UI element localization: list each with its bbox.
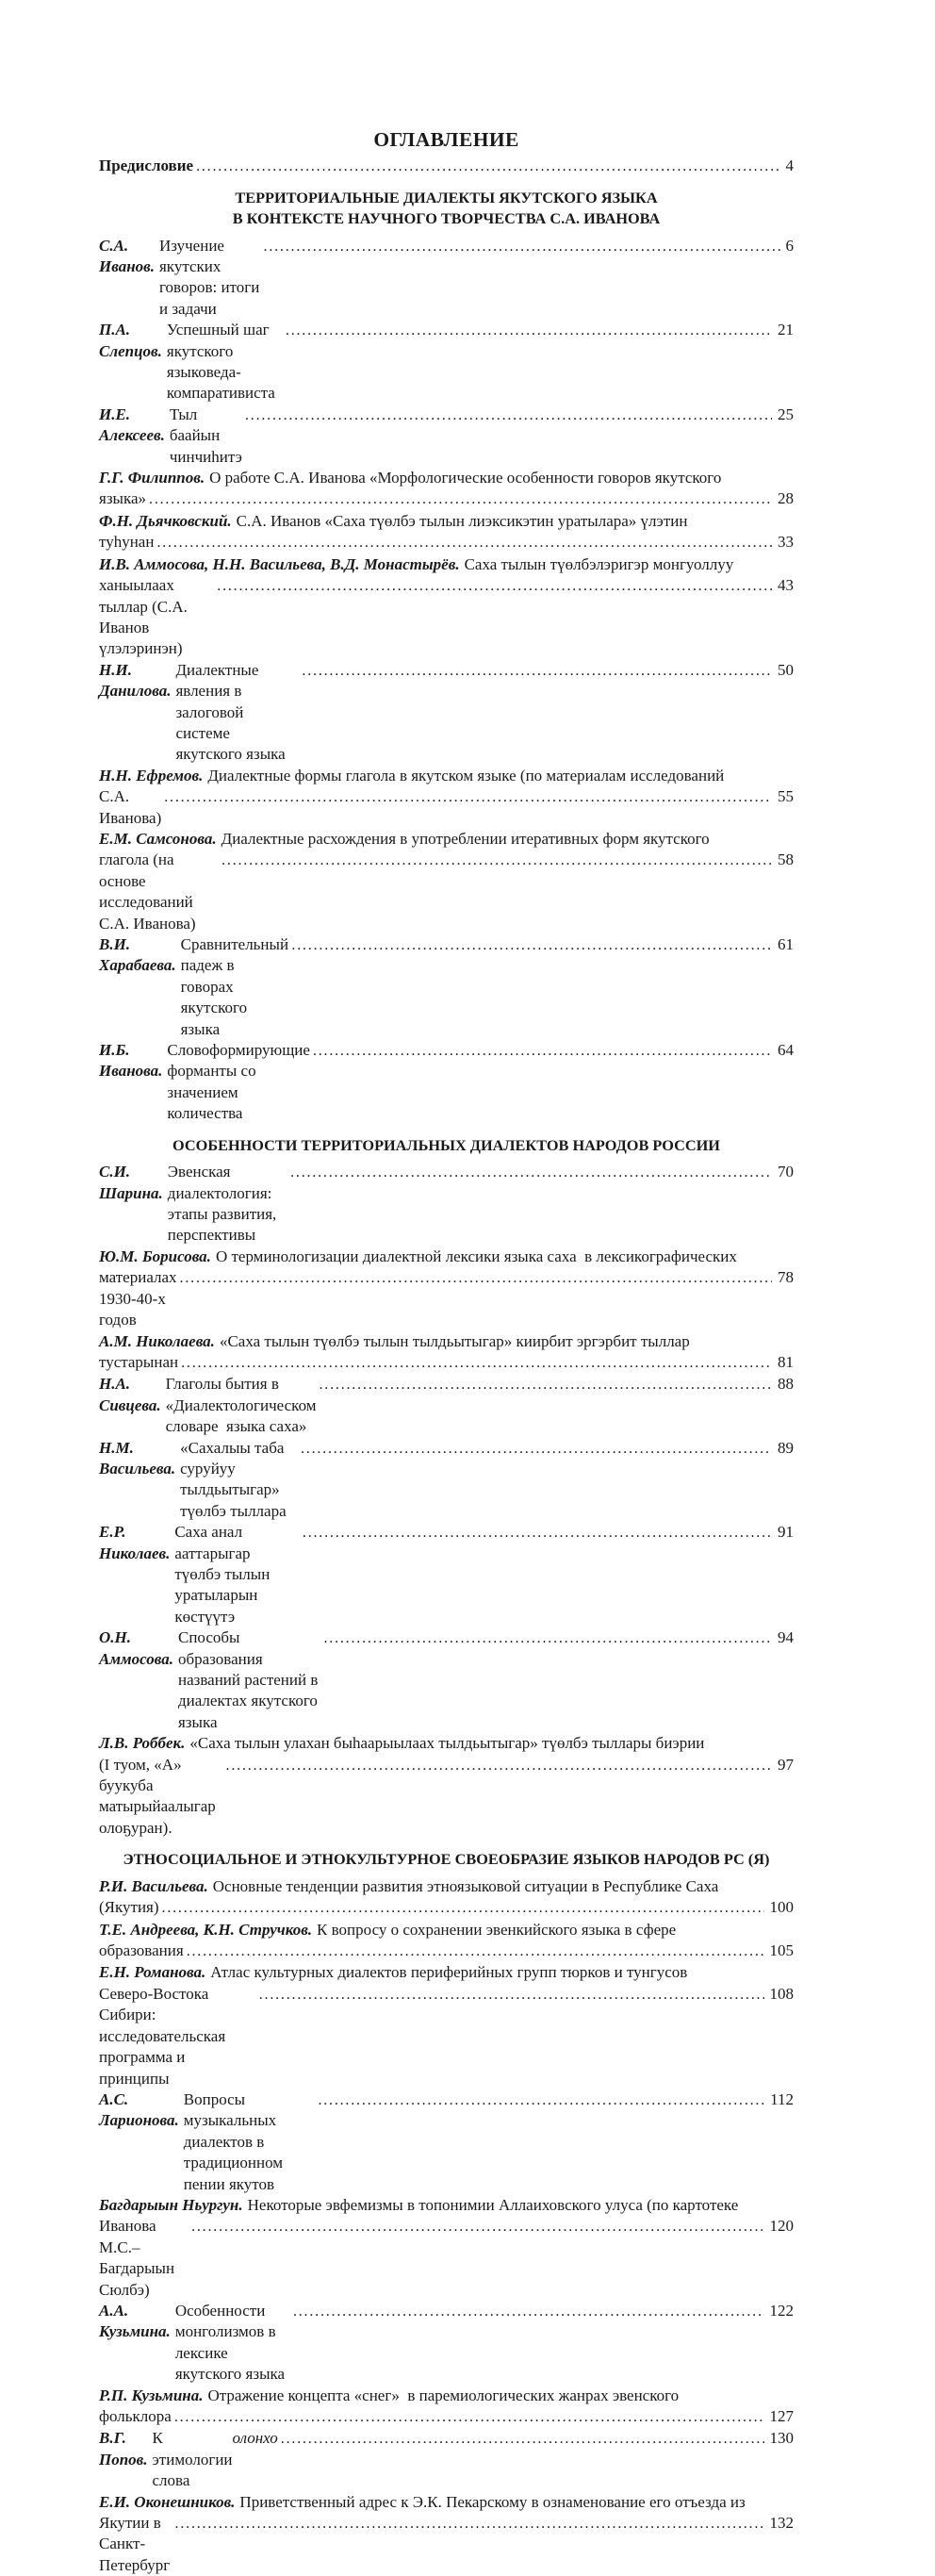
toc-entry <box>99 468 794 511</box>
entry-title-text: Иванова М.С.–Багдарыын Сюлбэ) <box>99 2217 179 2299</box>
toc-entry <box>99 554 794 660</box>
section-heading <box>99 1849 794 1870</box>
entry-title-text: Глаголы бытия в «Диалектологическом словаре языка саха» <box>165 1375 320 1436</box>
entry-title-text: С.А. Иванов «Саха түөлбэ тылын лиэксикэтин уратылара» үлэтин <box>236 511 688 530</box>
entry-title-text: ханыылаах тыллар (С.А. Иванов үлэлэринэн) <box>99 576 192 658</box>
entry-title-text: Диалектные явления в залоговой системе якутского языка <box>175 660 286 764</box>
dot-leader <box>303 1522 772 1544</box>
entry-title-text: материалах 1930-40-х годов <box>99 1268 181 1329</box>
toc-entry-line <box>99 511 794 532</box>
entry-page-number: 6 <box>785 236 794 255</box>
entry-authors: П.А. Слепцов. <box>99 321 162 360</box>
entry-authors: Н.И. Данилова. <box>99 660 172 701</box>
toc-entry-line <box>99 2513 794 2576</box>
entry-page-number: 25 <box>778 405 794 423</box>
dot-leader <box>301 1438 772 1460</box>
toc-entry <box>99 2195 794 2301</box>
entry-title-text: (Якутия) <box>99 1898 159 1917</box>
entry-title-text: «Саха тылын улахан быһаарыылаах тылдьытыгар» түөлбэ тыллары биэрии <box>189 1734 705 1753</box>
dot-leader <box>180 1267 772 1289</box>
toc-entry-line <box>99 1438 794 1523</box>
entry-title-text: «Сахалыы таба суруйуу тылдьытыгар» түөлбэ тыллара <box>180 1438 288 1520</box>
dot-leader <box>290 1162 772 1183</box>
dot-leader <box>196 156 779 177</box>
toc-entry <box>99 320 794 405</box>
dot-leader <box>226 1755 772 1776</box>
toc-entry <box>99 1162 794 1247</box>
toc-entry-line <box>99 1522 794 1627</box>
entry-title-text: Эвенская диалектология: этапы развития, перспективы <box>167 1163 281 1245</box>
dot-leader <box>286 320 772 341</box>
entry-title-text: Отражение концепта «снег» в паремиологических жанрах эвенского <box>207 2386 680 2404</box>
entry-page-number: 97 <box>778 1755 794 1774</box>
dot-leader <box>221 850 772 871</box>
toc-entry <box>99 1962 794 2089</box>
toc-entry-line <box>99 2301 794 2386</box>
entry-title-text: С.А. Иванова) <box>99 787 162 827</box>
toc-entry-line <box>99 1733 794 1754</box>
entry-title-text: К вопросу о сохранении эвенкийского языка в сфере <box>317 1920 677 1939</box>
toc-entry-line <box>99 405 794 468</box>
toc-entry-line <box>99 1247 794 1267</box>
toc-entry-line <box>99 1876 794 1897</box>
toc-entry <box>99 2301 794 2386</box>
entry-title-text: глагола (на основе исследований С.А. Иванова) <box>99 850 200 933</box>
entry-page-number: 91 <box>778 1523 794 1542</box>
entry-authors: Т.Е. Андреева, К.Н. Стручков. <box>99 1920 313 1939</box>
entry-title-text: Некоторые эвфемизмы в топонимии Аллаиховского улуса (по картотеке <box>247 2195 739 2214</box>
toc-entry <box>99 1522 794 1627</box>
entry-authors: Е.М. Самсонова. <box>99 829 217 848</box>
toc-entry-line <box>99 2216 794 2301</box>
dot-leader <box>162 1897 764 1919</box>
toc-entry <box>99 660 794 766</box>
toc-entry <box>99 1920 794 1963</box>
toc-entry <box>99 1733 794 1839</box>
entry-title-text: Способы образования названий растений в диалектах якутского языка <box>177 1628 322 1731</box>
toc-entry-line <box>99 786 794 829</box>
entry-authors: А.М. Николаева. <box>99 1331 215 1350</box>
entry-authors: Е.Н. Романова. <box>99 1963 206 1982</box>
dot-leader <box>259 1984 764 2006</box>
toc-entry-line <box>99 2492 794 2513</box>
dot-leader <box>191 2216 763 2237</box>
entry-title-text: Атлас культурных диалектов периферийных групп тюрков и тунгусов <box>210 1963 688 1982</box>
section-heading <box>99 1135 794 1156</box>
section-heading-line: ТЕРРИТОРИАЛЬНЫЕ ДИАЛЕКТЫ ЯКУТСКОГО ЯЗЫКА <box>235 189 658 207</box>
dot-leader <box>217 575 772 597</box>
entry-title-text: Основные тенденции развития этноязыковой ситуации в Республике Саха <box>212 1876 719 1895</box>
entry-title-text: языка» <box>99 489 151 508</box>
entry-title-text: образования <box>99 1941 184 1960</box>
toc-entry-line <box>99 1352 794 1374</box>
entry-page-number: 43 <box>778 576 794 595</box>
entry-page-number: 78 <box>778 1268 794 1287</box>
preface-label: Предисловие <box>99 157 194 174</box>
dot-leader <box>245 405 772 426</box>
toc-entry <box>99 1374 794 1437</box>
entry-page-number: 105 <box>769 1941 794 1960</box>
toc-entry-line <box>99 660 794 766</box>
dot-leader <box>320 1374 773 1395</box>
entry-page-number: 89 <box>778 1438 794 1457</box>
toc-entry <box>99 934 794 1040</box>
toc-entry-line <box>99 236 794 321</box>
dot-leader <box>264 236 780 257</box>
toc-entry-line <box>99 829 794 850</box>
toc-entry <box>99 405 794 468</box>
toc-entry <box>99 1627 794 1733</box>
entry-authors: И.Б. Иванова. <box>99 1041 163 1081</box>
toc-entry-line <box>99 1374 794 1437</box>
entry-title-text: Северо-Востока Сибири: исследовательская программа и принципы <box>99 1984 230 2088</box>
entry-title-text: фольклора <box>99 2407 172 2425</box>
entry-authors: Е.Р. Николаев. <box>99 1523 171 1562</box>
dot-leader <box>291 934 772 956</box>
toc-entry <box>99 511 794 554</box>
toc-entry-line <box>99 2195 794 2216</box>
entry-authors: Р.П. Кузьмина. <box>99 2386 204 2404</box>
toc-entry-line <box>99 554 794 575</box>
entry-authors: Н.Н. Ефремов. <box>99 766 204 784</box>
toc-entry-line <box>99 2428 794 2491</box>
entry-authors: Н.А. Сивцева. <box>99 1375 161 1414</box>
entry-page-number: 94 <box>778 1628 794 1647</box>
toc-entry <box>99 2492 794 2576</box>
page-title: ОГЛАВЛЕНИЕ <box>373 128 519 151</box>
entry-authors: Л.В. Роббек. <box>99 1734 186 1753</box>
toc-entry <box>99 1040 794 1125</box>
toc-entry <box>99 829 794 934</box>
dot-leader <box>187 1940 764 1962</box>
entry-page-number: 100 <box>769 1898 794 1917</box>
entry-authors: Ф.Н. Дьячковский. <box>99 511 232 530</box>
toc-entry-line <box>99 1984 794 2089</box>
dot-leader <box>293 2301 764 2322</box>
entry-title-text: Саха тылын түөлбэлэригэр монгуоллуу <box>464 554 734 573</box>
dot-leader <box>181 1352 772 1374</box>
entry-title-text: К этимологии слова <box>152 2429 237 2490</box>
dot-leader <box>302 660 772 682</box>
toc-entry-line <box>99 1331 794 1352</box>
dot-leader <box>156 532 772 553</box>
entry-title-text: Диалектные формы глагола в якутском языке (по материалам исследований <box>207 766 725 784</box>
entry-title-text: «Саха тылын түөлбэ тылын тылдьытыгар» киирбит эргэрбит тыллар <box>219 1331 690 1350</box>
entry-title-italic: олонхо <box>232 2429 278 2448</box>
entry-authors: С.И. Шарина. <box>99 1163 163 1202</box>
toc-entry <box>99 1438 794 1523</box>
dot-leader <box>174 2406 764 2428</box>
toc-entry <box>99 1876 794 1920</box>
entry-page-number: 81 <box>778 1352 794 1371</box>
entry-authors: Р.И. Васильева. <box>99 1876 208 1895</box>
dot-leader <box>175 2513 764 2535</box>
toc-entry-line <box>99 1897 794 1919</box>
toc-entry-line <box>99 2406 794 2428</box>
dot-leader <box>318 2089 764 2111</box>
preface-entry <box>99 156 794 177</box>
entry-page-number: 70 <box>778 1163 794 1181</box>
entry-authors: А.С. Ларионова. <box>99 2089 179 2130</box>
dot-leader <box>323 1627 772 1649</box>
toc-entry-line <box>99 1267 794 1330</box>
dot-leader <box>313 1040 772 1062</box>
entry-page-number: 64 <box>778 1041 794 1060</box>
entry-title-text: Вопросы музыкальных диалектов в традиционном пении якутов <box>183 2089 287 2193</box>
toc-entry <box>99 1247 794 1331</box>
toc-entry-line <box>99 766 794 786</box>
entry-title-text: тустарынан <box>99 1352 183 1371</box>
entry-page-number: 88 <box>778 1375 794 1394</box>
entry-page-number: 132 <box>769 2514 794 2533</box>
preface-page-number: 4 <box>785 157 794 174</box>
section-heading-line: ЭТНОСОЦИАЛЬНОЕ И ЭТНОКУЛЬТУРНОЕ СВОЕОБРАЗИЕ ЯЗЫКОВ НАРОДОВ РС (Я) <box>123 1850 770 1869</box>
toc-entry <box>99 236 794 321</box>
toc-entry <box>99 1331 794 1375</box>
entry-page-number: 28 <box>778 489 794 508</box>
toc-entry-line <box>99 934 794 1040</box>
toc-body <box>99 188 794 2576</box>
entry-authors: О.Н. Аммосова. <box>99 1628 173 1668</box>
entry-authors: В.Г. Попов. <box>99 2429 148 2469</box>
toc-entry-line <box>99 1920 794 1940</box>
entry-title-text: О работе С.А. Иванова «Морфологические особенности говоров якутского <box>209 469 722 487</box>
entry-page-number: 33 <box>778 533 794 552</box>
dot-leader <box>281 2428 764 2450</box>
entry-page-number: 50 <box>778 660 794 679</box>
toc-section <box>99 1849 794 2576</box>
entry-title-text: Сравнительный падеж в говорах якутского языка <box>180 935 293 1038</box>
table-of-contents-page <box>99 126 794 2576</box>
entry-title-text: Приветственный адрес к Э.К. Пекарскому в ознаменование его отъезда из <box>239 2492 746 2511</box>
toc-entry <box>99 2089 794 2195</box>
entry-page-number: 55 <box>778 787 794 806</box>
toc-section <box>99 188 794 1124</box>
entry-title-text: Словоформирующие форманты со значением количества <box>167 1041 315 1123</box>
entry-authors: Ю.М. Борисова. <box>99 1247 211 1265</box>
entry-authors: А.А. Кузьмина. <box>99 2301 171 2341</box>
entry-page-number: 120 <box>769 2217 794 2236</box>
entry-title-text: Особенности монголизмов в лексике якутского языка <box>174 2301 289 2384</box>
section-heading-line: ОСОБЕННОСТИ ТЕРРИТОРИАЛЬНЫХ ДИАЛЕКТОВ НАРОДОВ РОССИИ <box>172 1135 720 1154</box>
section-heading-line: В КОНТЕКСТЕ НАУЧНОГО ТВОРЧЕСТВА С.А. ИВАНОВА <box>232 209 661 227</box>
toc-entry-line <box>99 468 794 488</box>
dot-leader <box>164 786 772 808</box>
toc-entry-line <box>99 488 794 510</box>
entry-title-text: Тыл баайын чинчиһитэ <box>169 405 242 466</box>
toc-entry-line <box>99 320 794 405</box>
entry-page-number: 21 <box>778 321 794 339</box>
toc-entry <box>99 766 794 829</box>
entry-authors: И.В. Аммосова, Н.Н. Васильева, В.Д. Монастырёв. <box>99 554 460 573</box>
toc-entry-line <box>99 2386 794 2406</box>
entry-title-text: Успешный шаг якутского языковеда-компаративиста <box>166 321 275 403</box>
entry-authors: И.Е. Алексеев. <box>99 405 165 445</box>
entry-title-text: Изучение якутских говоров: итоги и задачи <box>158 236 264 318</box>
entry-title-text: О терминологизации диалектной лексики языка саха в лексикографических <box>215 1247 737 1265</box>
toc-entry-line <box>99 1627 794 1733</box>
toc-section <box>99 1135 794 1840</box>
entry-page-number: 58 <box>778 850 794 869</box>
entry-authors: Н.М. Васильева. <box>99 1438 176 1478</box>
entry-title-text: Якутии в Санкт-Петербург <box>99 2514 174 2574</box>
entry-authors: В.И. Харабаева. <box>99 935 176 975</box>
toc-entry-line <box>99 1940 794 1962</box>
toc-entry-line <box>99 575 794 660</box>
entry-page-number: 130 <box>769 2429 794 2448</box>
entry-title-text: Диалектные расхождения в употреблении итеративных форм якутского <box>221 829 710 848</box>
toc-entry-line <box>99 2089 794 2195</box>
entry-page-number: 112 <box>770 2089 794 2108</box>
toc-entry-line <box>99 1755 794 1840</box>
entry-page-number: 122 <box>769 2301 794 2320</box>
entry-title-text: (I туом, «А» буукуба матырыйаалыгар олоҕуран). <box>99 1755 221 1837</box>
toc-entry-line <box>99 532 794 553</box>
entry-page-number: 127 <box>769 2407 794 2425</box>
toc-entry-line <box>99 1962 794 1983</box>
entry-authors: С.А. Иванов. <box>99 236 155 275</box>
entry-page-number: 108 <box>769 1984 794 2003</box>
section-heading <box>99 188 794 228</box>
entry-title-text: Саха анал ааттарыгар түөлбэ тылын уратыларын көстүүтэ <box>174 1523 274 1626</box>
toc-entry-line <box>99 850 794 934</box>
dot-leader <box>149 488 772 510</box>
entry-page-number: 61 <box>778 935 794 953</box>
entry-authors: Г.Г. Филиппов. <box>99 469 205 487</box>
toc-entry <box>99 2428 794 2491</box>
entry-authors: Е.И. Оконешников. <box>99 2492 236 2511</box>
toc-entry-line <box>99 1040 794 1125</box>
toc-entry-line <box>99 1162 794 1247</box>
toc-entry <box>99 2386 794 2429</box>
entry-title-text: туһунан <box>99 533 158 552</box>
entry-authors: Багдарыын Ньургун. <box>99 2195 243 2214</box>
